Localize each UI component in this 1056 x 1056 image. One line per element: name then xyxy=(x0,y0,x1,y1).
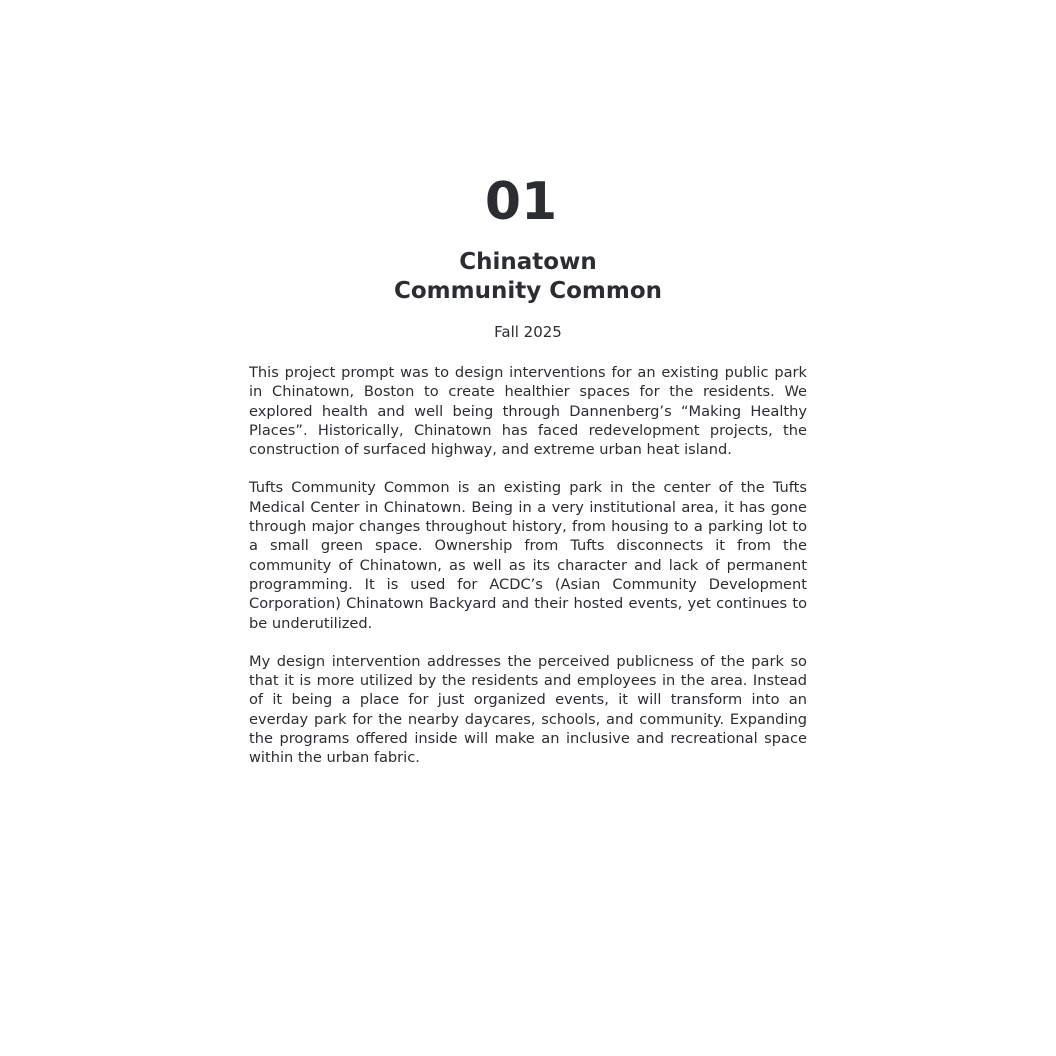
project-title xyxy=(0,248,1056,306)
project-title-line-1: Chinatown xyxy=(459,249,597,275)
project-description xyxy=(249,363,807,787)
description-paragraph-2: Tufts Community Common is an existing park in the center of the Tufts Medical Center in Chinatown. Being in a very institutional area, it has gone through major changes throughout history, from housing to a parking lot to a small green space. Ownership from Tufts disconnects it from the community of Chinatown, as well as its character and lack of permanent programming. It is used for ACDC’s (Asian Community Development Corporation) Chinatown Backyard and their hosted events, yet continues to be underutilized. xyxy=(249,479,807,632)
description-paragraph-1: This project prompt was to design interventions for an existing public park in Chinatown, Boston to create healthier spaces for the residents. We explored health and well being through Dannenberg’s “Making Healthy Places”. Historically, Chinatown has faced redevelopment projects, the construction of surfaced highway, and extreme urban heat island. xyxy=(249,364,807,459)
description-paragraph-3: My design intervention addresses the perceived publicness of the park so that it is more utilized by the residents and employees in the area. Instead of it being a place for just organized events, it will transform into an everday park for the nearby daycares, schools, and community. Expanding the programs offered inside will make an inclusive and recreational space within the urban fabric. xyxy=(249,652,807,767)
project-title-line-2: Community Common xyxy=(393,278,663,304)
project-number: 01 xyxy=(484,172,558,232)
project-date: Fall 2025 xyxy=(494,323,562,341)
